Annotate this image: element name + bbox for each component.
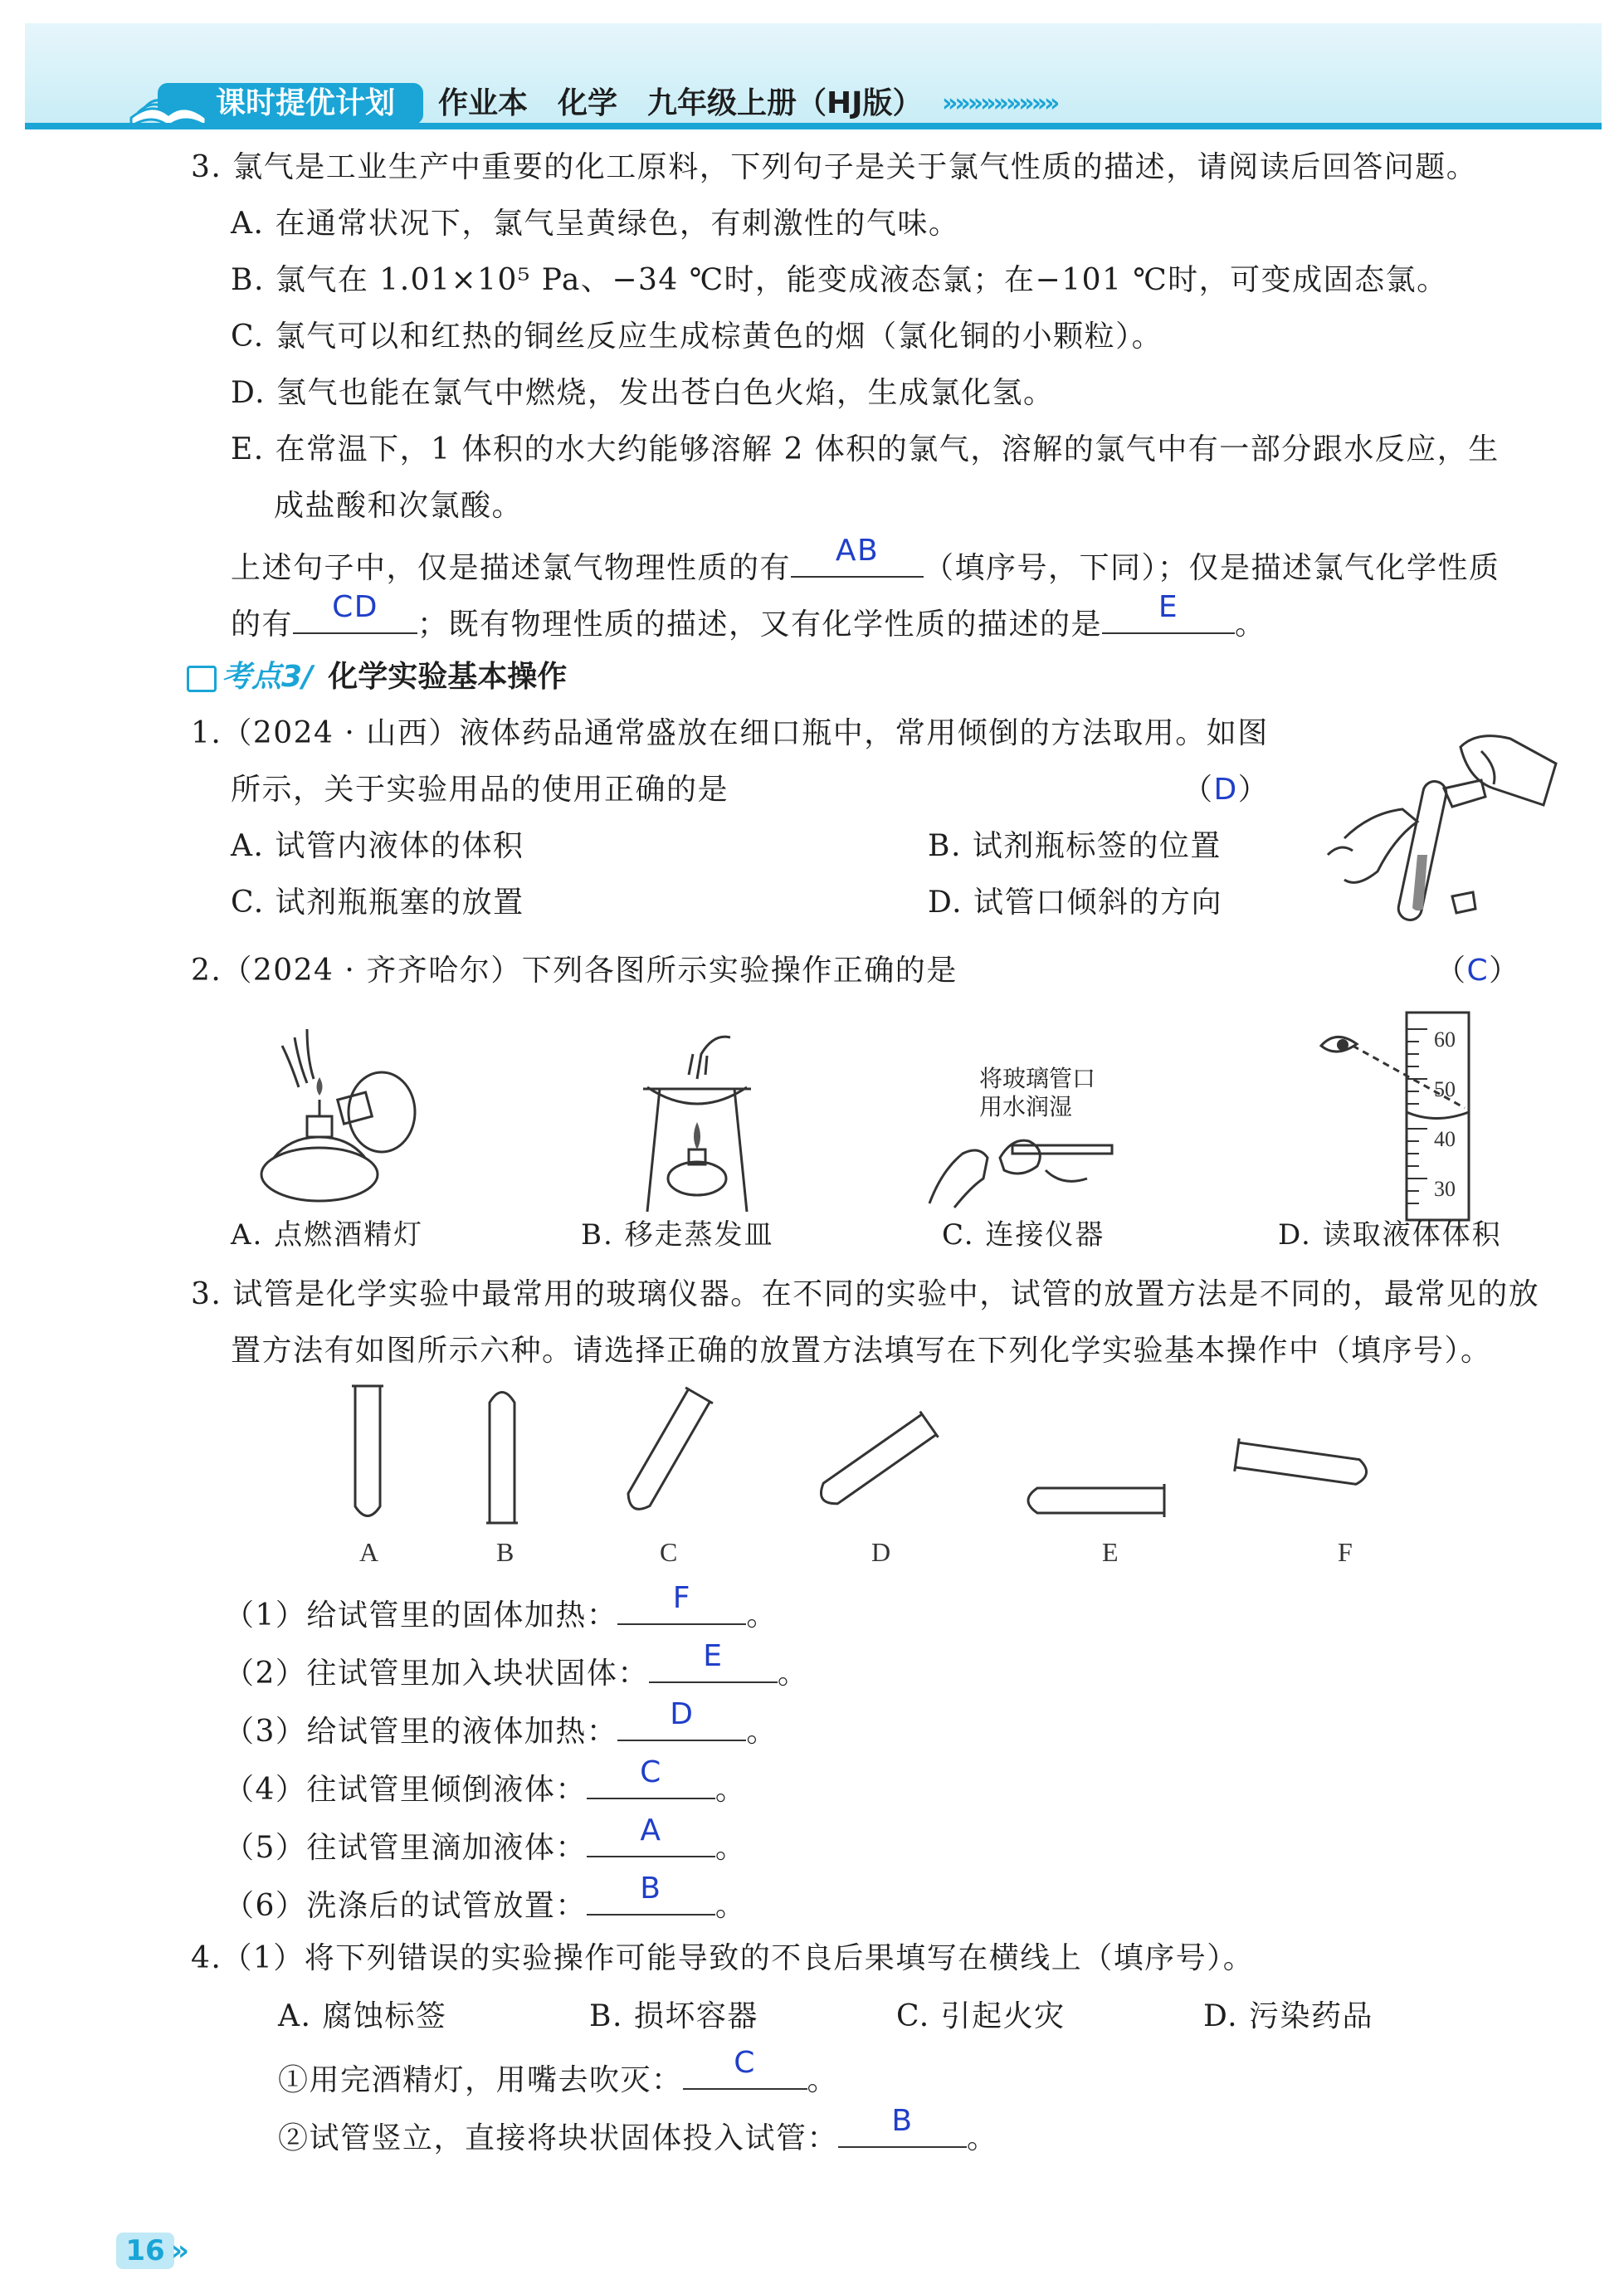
- q3t-answer-4: C: [640, 1755, 662, 1789]
- tube-c: [621, 1388, 713, 1516]
- q3-option-a: A. 在通常状况下，氯气呈黄绿色，有刺激性的气味。: [231, 207, 960, 241]
- q3t-blank-2[interactable]: [649, 1639, 778, 1683]
- q2-caption-d: D. 读取液体体积: [1278, 1218, 1502, 1252]
- tube-d: [814, 1412, 939, 1512]
- tube-label-b: B: [496, 1537, 515, 1567]
- q2-stem: 2.（2024 · 齐齐哈尔）下列各图所示实验操作正确的是: [191, 954, 958, 988]
- q3-answer-chemical: CD: [332, 590, 378, 624]
- q3t-item-5: （5）往试管里滴加液体： A 。: [224, 1823, 746, 1868]
- cylinder-mark-30: 30: [1434, 1177, 1456, 1201]
- note-line1: 将玻璃管口: [979, 1065, 1096, 1092]
- q3-ask2-mid: ；既有物理性质的描述，又有化学性质的描述的是: [417, 608, 1103, 642]
- connecting-apparatus-illustration: [921, 1120, 1137, 1212]
- note-line2: 用水润湿: [979, 1093, 1073, 1120]
- pouring-liquid-illustration: [1319, 730, 1568, 913]
- q3-ask1-post: （填序号，下同）；仅是描述氯气化学性质: [924, 551, 1500, 585]
- section-heading: [187, 657, 567, 697]
- q3t-item-3: （3）给试管里的液体加热： D 。: [224, 1706, 778, 1752]
- q1-option-d: D. 试管口倾斜的方向: [928, 886, 1222, 920]
- q4-option-b: B. 损坏容器: [589, 1999, 758, 2033]
- q3t-answer-5: A: [640, 1813, 662, 1847]
- evaporating-dish-illustration: [631, 1029, 763, 1220]
- tube-a: [352, 1386, 383, 1516]
- q3-blank-both[interactable]: [1102, 590, 1235, 634]
- q3t-item-6: （6）洗涤后的试管放置： B 。: [224, 1881, 746, 1926]
- section-tag: 考点3/: [222, 660, 314, 694]
- q3t-item-4: （4）往试管里倾倒液体： C 。: [224, 1764, 746, 1810]
- tube-label-e: E: [1102, 1537, 1119, 1567]
- q3t-answer-3: D: [670, 1697, 695, 1731]
- q3t-item-1: （1）给试管里的固体加热： F 。: [224, 1590, 778, 1636]
- tube-b: [486, 1393, 518, 1524]
- q3t-blank-1[interactable]: [617, 1581, 746, 1625]
- q3t-blank-6[interactable]: [587, 1872, 715, 1916]
- q4-answer-2: B: [891, 2104, 914, 2138]
- q3-blank-chemical[interactable]: [293, 590, 417, 634]
- q3-blank-physical[interactable]: [791, 534, 924, 578]
- q1-stem-line2: 所示，关于实验用品的使用正确的是: [231, 773, 729, 807]
- q3t-answer-6: B: [640, 1872, 662, 1906]
- q2-answer-paren: （C）: [1436, 954, 1520, 988]
- q1-option-a: A. 试管内液体的体积: [231, 829, 524, 863]
- q3-option-e1: E. 在常温下，1 体积的水大约能够溶解 2 体积的氯气，溶解的氯气中有一部分跟水反应，生: [231, 432, 1500, 466]
- header-arrows: »»»»»»»»»: [942, 89, 1057, 118]
- cylinder-mark-40: 40: [1434, 1127, 1456, 1151]
- q3-ask2: [231, 590, 1266, 645]
- q3t-item-2: （2）往试管里加入块状固体： E 。: [224, 1648, 808, 1694]
- q3-ask1-pre: 上述句子中，仅是描述氯气物理性质的有: [231, 551, 792, 585]
- q3t-blank-3[interactable]: [617, 1697, 746, 1741]
- brand-text: 课时提优计划: [216, 86, 396, 120]
- cylinder-mark-50: 50: [1434, 1077, 1456, 1101]
- tube-label-a: A: [359, 1537, 379, 1567]
- q1-stem-line1: 1.（2024 · 山西）液体药品通常盛放在细口瓶中，常用倾倒的方法取用。如图: [191, 716, 1269, 750]
- q1-answer: D: [1213, 773, 1238, 807]
- q3-answer-physical: AB: [835, 534, 880, 568]
- q3-option-d: D. 氢气也能在氯气中燃烧，发出苍白色火焰，生成氯化氢。: [231, 376, 1055, 410]
- lighting-alcohol-lamp-illustration: [249, 1029, 423, 1212]
- q2-caption-a: A. 点燃酒精灯: [231, 1218, 424, 1252]
- q3-stem: 3. 氯气是工业生产中重要的化工原料，下列句子是关于氯气性质的描述，请阅读后回答问题。: [191, 150, 1478, 184]
- q3-option-e2: 成盐酸和次氯酸。: [274, 489, 524, 523]
- q3-option-b: B. 氯气在 1.01×10⁵ Pa、−34 ℃时，能变成液态氯；在−101 ℃时，可变成固态氯。: [231, 263, 1448, 297]
- q4-blank-1[interactable]: [683, 2046, 807, 2090]
- q2-answer: C: [1466, 954, 1490, 988]
- tube-label-c: C: [660, 1537, 678, 1567]
- q3t-blank-4[interactable]: [587, 1755, 715, 1799]
- page-number: 16: [116, 2233, 174, 2269]
- page-chevron-icon: ››: [171, 2234, 185, 2267]
- cylinder-mark-60: 60: [1434, 1027, 1456, 1052]
- q3t-stem-line1: 3. 试管是化学实验中最常用的玻璃仪器。在不同的实验中，试管的放置方法是不同的，最常见的放: [191, 1277, 1540, 1311]
- q4-option-d: D. 污染药品: [1203, 1999, 1373, 2033]
- q4-blank-2[interactable]: [838, 2104, 967, 2148]
- q4-option-c: C. 引起火灾: [896, 1999, 1066, 2033]
- q3-answer-both: E: [1158, 590, 1179, 624]
- graduated-cylinder-illustration: [1319, 1004, 1485, 1228]
- q2-caption-b: B. 移走蒸发皿: [581, 1218, 774, 1252]
- q3-ask2-post: 。: [1235, 608, 1266, 642]
- q3t-answer-1: F: [672, 1581, 692, 1615]
- header-title: 作业本 化学 九年级上册（HJ版）: [438, 86, 923, 120]
- q4-answer-1: C: [734, 2046, 756, 2080]
- section-list-icon: [187, 666, 217, 692]
- tube-label-d: D: [871, 1537, 891, 1567]
- tube-f: [1235, 1438, 1369, 1490]
- tube-e: [1028, 1484, 1164, 1517]
- q4-sub-1: ①用完酒精灯，用嘴去吹灭： C 。: [278, 2055, 838, 2101]
- tube-label-f: F: [1338, 1537, 1353, 1567]
- q4-sub-2: ②试管竖立，直接将块状固体投入试管： B 。: [278, 2113, 998, 2159]
- q3-ask1: [231, 534, 1500, 588]
- q1-option-b: B. 试剂瓶标签的位置: [928, 829, 1222, 863]
- header-bar: [25, 123, 1602, 129]
- q3-ask2-pre: 的有: [231, 608, 294, 642]
- q4-stem: 4.（1）将下列错误的实验操作可能导致的不良后果填写在横线上（填序号）。: [191, 1941, 1255, 1975]
- q3t-stem-line2: 置方法有如图所示六种。请选择正确的放置方法填写在下列化学实验基本操作中（填序号）。: [231, 1334, 1492, 1368]
- q4-option-a: A. 腐蚀标签: [278, 1999, 447, 2033]
- q3-option-c: C. 氯气可以和红热的铜丝反应生成棕黄色的烟（氯化铜的小颗粒）。: [231, 320, 1163, 354]
- q1-option-c: C. 试剂瓶瓶塞的放置: [231, 886, 524, 920]
- section-title: 化学实验基本操作: [328, 660, 568, 694]
- q3t-blank-5[interactable]: [587, 1813, 715, 1857]
- q3t-answer-2: E: [703, 1639, 724, 1673]
- q2-caption-c: C. 连接仪器: [942, 1218, 1105, 1252]
- q1-answer-paren: （D）: [1183, 773, 1270, 807]
